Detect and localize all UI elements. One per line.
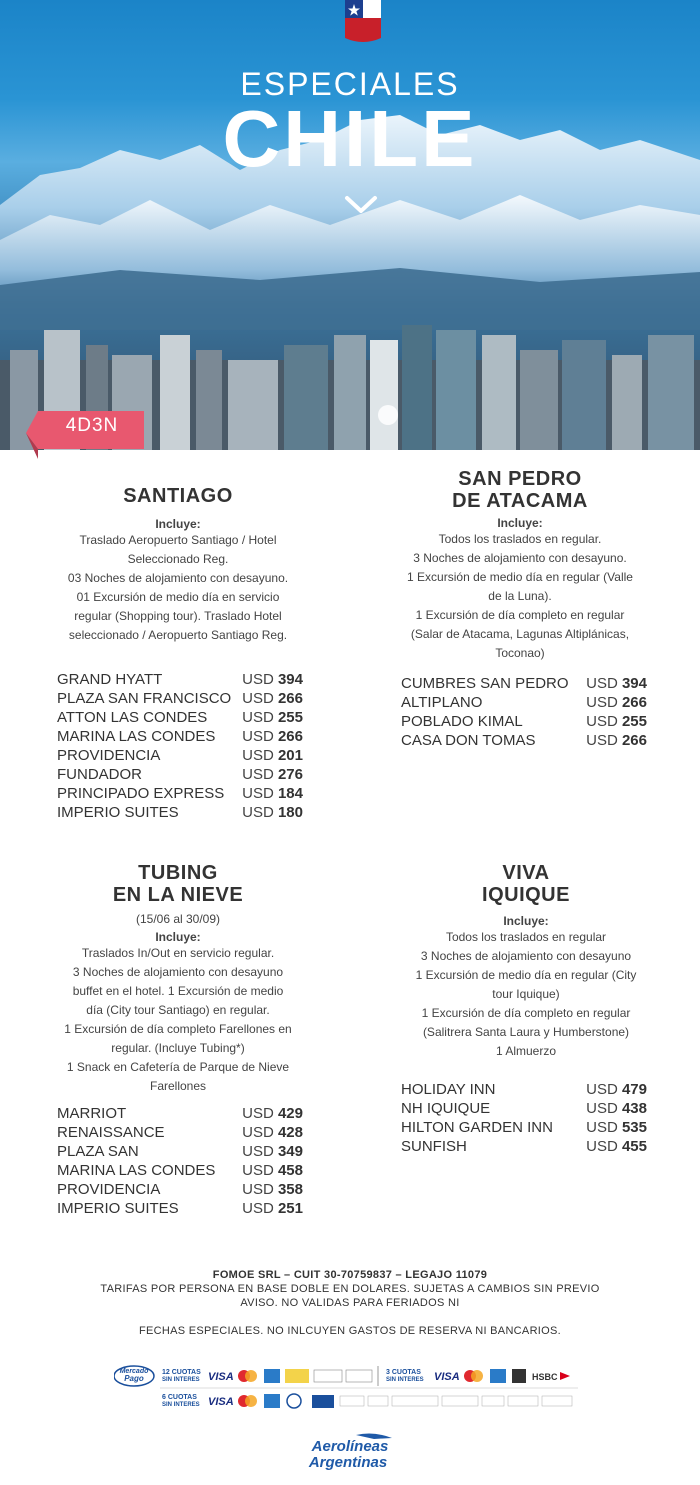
aerolineas-argentinas-logo[interactable] xyxy=(300,1432,400,1472)
hero-subtitle: ESPECIALES xyxy=(240,66,460,102)
card-description xyxy=(396,928,656,1061)
legal-text xyxy=(0,1268,700,1338)
hotel-name: RENAISSANCE xyxy=(57,1124,165,1141)
desc-line: Traslado Aeropuerto Santiago / Hotel xyxy=(79,533,277,547)
bank-logo-icon xyxy=(340,1396,364,1406)
hotel-price: USD 458 xyxy=(242,1162,303,1179)
hotel-row[interactable] xyxy=(57,1199,303,1218)
desc-line: (Salitrera Santa Laura y Humberstone) xyxy=(422,1025,630,1039)
bank-logo-icon xyxy=(368,1396,388,1406)
bank-logo-icon xyxy=(312,1395,334,1408)
card-description xyxy=(390,530,650,663)
hotel-row[interactable] xyxy=(401,712,647,731)
hotel-price: USD 535 xyxy=(586,1119,647,1136)
hotel-name: HILTON GARDEN INN xyxy=(401,1119,553,1136)
hotel-price: USD 266 xyxy=(586,694,647,711)
svg-text:6 CUOTAS: 6 CUOTAS xyxy=(162,1394,197,1401)
hotel-list-iquique xyxy=(401,1080,647,1156)
desc-line: día (City tour Santiago) en regular. xyxy=(86,1003,270,1017)
bank-logo-icon xyxy=(442,1396,478,1406)
hotel-name: MARRIOT xyxy=(57,1105,127,1122)
card-description xyxy=(48,531,308,645)
bank-logo-icon xyxy=(542,1396,572,1406)
hero-title: CHILE xyxy=(222,94,478,183)
hotel-price: USD 358 xyxy=(242,1181,303,1198)
desc-line: 1 Excursión de medio día en regular (City xyxy=(415,968,637,982)
legal-line: TARIFAS POR PERSONA EN BASE DOBLE EN DOLARES. SUJETAS A CAMBIOS SIN PREVIO xyxy=(100,1283,600,1295)
hotel-name: MARINA LAS CONDES xyxy=(57,1162,216,1179)
legal-line: AVISO. NO VALIDAS PARA FERIADOS NI xyxy=(240,1297,460,1309)
hotel-row[interactable] xyxy=(57,1123,303,1142)
desc-line: 01 Excursión de medio día en servicio xyxy=(76,590,280,604)
includes-label: Incluye: xyxy=(503,914,549,928)
card-description xyxy=(48,944,308,1096)
package-card-iquique xyxy=(396,862,656,1061)
desc-line: (Salar de Atacama, Lagunas Altiplánicas, xyxy=(410,627,630,641)
desc-line: Todos los traslados en regular xyxy=(445,930,607,944)
desc-line: 3 Noches de alojamiento con desayuno xyxy=(420,949,632,963)
svg-text:SIN INTERES: SIN INTERES xyxy=(386,1377,424,1383)
desc-line: 1 Snack en Cafetería de Parque de Nieve xyxy=(66,1060,290,1074)
hotel-list-santiago xyxy=(57,670,303,822)
includes-label: Incluye: xyxy=(155,517,201,531)
svg-text:Argentinas: Argentinas xyxy=(308,1454,388,1471)
hotel-price: USD 394 xyxy=(586,675,647,692)
mastercard-icon xyxy=(238,1395,257,1407)
hotel-row[interactable] xyxy=(57,746,303,765)
svg-text:12 CUOTAS: 12 CUOTAS xyxy=(162,1369,201,1376)
hotel-name: ATTON LAS CONDES xyxy=(57,709,208,726)
hotel-row[interactable] xyxy=(401,674,647,693)
mastercard-icon xyxy=(238,1370,257,1382)
bank-logo-icon xyxy=(346,1370,372,1382)
hotel-row[interactable] xyxy=(57,708,303,727)
hotel-name: NH IQUIQUE xyxy=(401,1100,491,1117)
hotel-name: IMPERIO SUITES xyxy=(57,804,179,821)
hotel-name: PROVIDENCIA xyxy=(57,747,161,764)
svg-text:Pago: Pago xyxy=(124,1374,144,1383)
hotel-row[interactable] xyxy=(57,765,303,784)
desc-line: de la Luna). xyxy=(488,589,552,603)
desc-line: 1 Excursión de día completo en regular xyxy=(415,608,625,622)
hotel-name: ALTIPLANO xyxy=(401,694,483,711)
hotel-list-tubing xyxy=(57,1104,303,1218)
hotel-list-san-pedro xyxy=(401,674,647,750)
desc-line: tour Iquique) xyxy=(492,987,560,1001)
bank-logo-icon xyxy=(512,1369,526,1383)
desc-line: regular (Shopping tour). Traslado Hotel xyxy=(74,609,282,623)
svg-text:SIN INTERES: SIN INTERES xyxy=(162,1402,200,1408)
hotel-row[interactable] xyxy=(57,1142,303,1161)
desc-line: regular. (Incluye Tubing*) xyxy=(111,1041,245,1055)
hotel-row[interactable] xyxy=(401,693,647,712)
hotel-row[interactable] xyxy=(401,1118,647,1137)
desc-line: Toconao) xyxy=(495,646,545,660)
hotel-name: GRAND HYATT xyxy=(57,671,163,688)
hotel-row[interactable] xyxy=(57,784,303,803)
svg-text:VISA: VISA xyxy=(434,1371,460,1383)
hotel-price: USD 438 xyxy=(586,1100,647,1117)
hotel-row[interactable] xyxy=(401,731,647,750)
mastercard-icon xyxy=(464,1370,483,1382)
date-range: (15/06 al 30/09) xyxy=(135,912,221,926)
hotel-price: USD 266 xyxy=(242,728,303,745)
hotel-price: USD 255 xyxy=(586,713,647,730)
hotel-price: USD 349 xyxy=(242,1143,303,1160)
hotel-row[interactable] xyxy=(57,670,303,689)
svg-text:3 CUOTAS: 3 CUOTAS xyxy=(386,1369,421,1376)
svg-text:VISA: VISA xyxy=(208,1396,234,1408)
hotel-name: MARINA LAS CONDES xyxy=(57,728,216,745)
hotel-price: USD 455 xyxy=(586,1138,647,1155)
bank-logo-icon xyxy=(508,1396,538,1406)
hotel-row[interactable] xyxy=(57,1180,303,1199)
payment-methods xyxy=(114,1364,584,1414)
amex-icon xyxy=(490,1369,506,1383)
desc-line: 03 Noches de alojamiento con desayuno. xyxy=(67,571,289,585)
hotel-row[interactable] xyxy=(57,1161,303,1180)
card-title: VIVA IQUIQUE xyxy=(482,862,570,906)
hotel-name: CUMBRES SAN PEDRO xyxy=(401,675,569,692)
diners-icon xyxy=(287,1394,301,1408)
bank-logo-icon xyxy=(392,1396,438,1406)
desc-line: 1 Almuerzo xyxy=(495,1044,557,1058)
hotel-name: PRINCIPADO EXPRESS xyxy=(57,785,225,802)
chevron-down-icon[interactable] xyxy=(344,194,378,216)
chile-flag-icon xyxy=(343,0,383,44)
hotel-price: USD 479 xyxy=(586,1081,647,1098)
bank-logo-icon xyxy=(285,1369,309,1383)
hotel-row[interactable] xyxy=(57,803,303,822)
card-title: SAN PEDRO DE ATACAMA xyxy=(452,468,588,512)
package-card-tubing xyxy=(48,862,308,1096)
hotel-price: USD 266 xyxy=(242,690,303,707)
desc-line: 3 Noches de alojamiento con desayuno xyxy=(72,965,284,979)
bank-logo-icon xyxy=(314,1370,342,1382)
svg-text:SIN INTERES: SIN INTERES xyxy=(162,1377,200,1383)
desc-line: 1 Excursión de día completo en regular xyxy=(421,1006,631,1020)
package-card-san-pedro xyxy=(390,468,650,663)
hotel-row[interactable] xyxy=(57,689,303,708)
desc-line: Seleccionado Reg. xyxy=(127,552,229,566)
hotel-price: USD 201 xyxy=(242,747,303,764)
hotel-name: PLAZA SAN xyxy=(57,1143,139,1160)
svg-text:Aerolíneas: Aerolíneas xyxy=(311,1438,389,1455)
desc-line: 1 Excursión de día completo Farellones en xyxy=(64,1022,292,1036)
hotel-price: USD 428 xyxy=(242,1124,303,1141)
hotel-row[interactable] xyxy=(401,1099,647,1118)
svg-text:HSBC: HSBC xyxy=(532,1372,558,1382)
desc-line: seleccionado / Aeropuerto Santiago Reg. xyxy=(68,628,288,642)
amex-icon xyxy=(264,1369,280,1383)
hotel-price: USD 266 xyxy=(586,732,647,749)
hotel-name: PLAZA SAN FRANCISCO xyxy=(57,690,232,707)
amex-icon xyxy=(264,1394,280,1408)
desc-line: Todos los traslados en regular. xyxy=(438,532,602,546)
hotel-price: USD 251 xyxy=(242,1200,303,1217)
hsbc-logo-icon xyxy=(560,1372,570,1380)
card-title: SANTIAGO xyxy=(123,485,233,507)
mercadopago-logo xyxy=(114,1366,154,1386)
package-card-santiago xyxy=(48,485,308,645)
desc-line: buffet en el hotel. 1 Excursión de medio xyxy=(72,984,284,998)
hotel-price: USD 276 xyxy=(242,766,303,783)
hotel-row[interactable] xyxy=(401,1080,647,1099)
legal-line: FECHAS ESPECIALES. NO INLCUYEN GASTOS DE RESERVA NI BANCARIOS. xyxy=(138,1325,562,1337)
ribbon-label: 4D3N xyxy=(65,415,119,436)
includes-label: Incluye: xyxy=(497,516,543,530)
hotel-name: POBLADO KIMAL xyxy=(401,713,523,730)
hotel-price: USD 180 xyxy=(242,804,303,821)
hotel-price: USD 255 xyxy=(242,709,303,726)
desc-line: Traslados In/Out en servicio regular. xyxy=(81,946,275,960)
hotel-name: PROVIDENCIA xyxy=(57,1181,161,1198)
hotel-name: SUNFISH xyxy=(401,1138,467,1155)
hotel-name: IMPERIO SUITES xyxy=(57,1200,179,1217)
desc-line: 1 Excursión de medio día en regular (Valle xyxy=(407,570,633,584)
includes-label: Incluye: xyxy=(155,930,201,944)
hotel-row[interactable] xyxy=(57,1104,303,1123)
company-info: FOMOE SRL – CUIT 30-70759837 – LEGAJO 11079 xyxy=(212,1269,488,1281)
card-title: TUBING EN LA NIEVE xyxy=(112,862,244,906)
hotel-name: HOLIDAY INN xyxy=(401,1081,496,1098)
hero-banner xyxy=(0,0,700,450)
hotel-price: USD 184 xyxy=(242,785,303,802)
hotel-price: USD 429 xyxy=(242,1105,303,1122)
hotel-price: USD 394 xyxy=(242,671,303,688)
hotel-row[interactable] xyxy=(57,727,303,746)
hotel-name: FUNDADOR xyxy=(57,766,142,783)
hotel-row[interactable] xyxy=(401,1137,647,1156)
desc-line: Farellones xyxy=(149,1079,207,1093)
svg-text:Mercado: Mercado xyxy=(119,1368,149,1375)
bank-logo-icon xyxy=(482,1396,504,1406)
hotel-name: CASA DON TOMAS xyxy=(401,732,536,749)
desc-line: 3 Noches de alojamiento con desayuno. xyxy=(413,551,627,565)
svg-text:VISA: VISA xyxy=(208,1371,234,1383)
